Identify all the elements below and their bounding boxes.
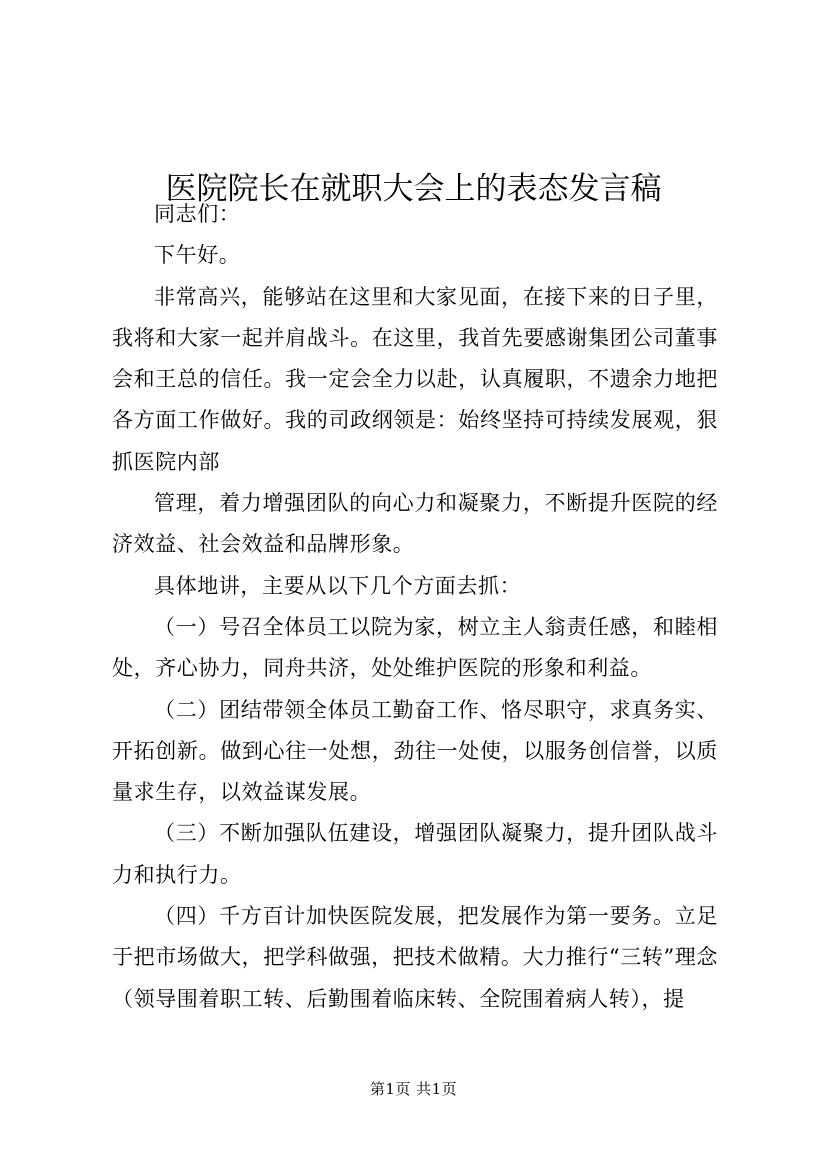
paragraph-point-1: （一）号召全体员工以院为家，树立主人翁责任感，和睦相处，齐心协力，同舟共济，处处维护医院的形象和利益。	[112, 614, 718, 681]
document-body	[112, 194, 718, 1020]
paragraph-greeting: 同志们：	[154, 202, 241, 226]
paragraph-salutation: 下午好。	[154, 243, 241, 268]
paragraph-point-4: （四）千方百计加快医院发展，把发展作为第一要务。立足于把市场做大，把学科做强，把技术做精。大力推行“三转”理念（领导围着职工转、后勤围着临床转、全院围着病人转），提	[112, 904, 718, 1011]
document-title: 医院院长在就职大会上的表态发言稿	[165, 170, 662, 207]
paragraph-management: 管理，着力增强团队的向心力和凝聚力，不断提升医院的经济效益、社会效益和品牌形象。	[112, 491, 718, 557]
page-footer: 第1页 共1页	[369, 1080, 458, 1098]
paragraph-point-3: （三）不断加强队伍建设，增强团队凝聚力，提升团队战斗力和执行力。	[112, 821, 718, 887]
paragraph-intro-points: 具体地讲，主要从以下几个方面去抓：	[154, 573, 522, 598]
paragraph-opening: 非常高兴，能够站在这里和大家见面，在接下来的日子里，我将和大家一起并肩战斗。在这里，我首先要感谢集团公司董事会和王总的信任。我一定会全力以赴，认真履职，不遗余力地把各方面工作做好。我的司政纲领是：始终坚持可持续发展观，狠抓医院内部	[112, 284, 718, 474]
paragraph-point-2: （二）团结带领全体员工勤奋工作、恪尽职守，求真务实、开拓创新。做到心往一处想，劲往一处使，以服务创信誉，以质量求生存，以效益谋发展。	[112, 697, 718, 805]
